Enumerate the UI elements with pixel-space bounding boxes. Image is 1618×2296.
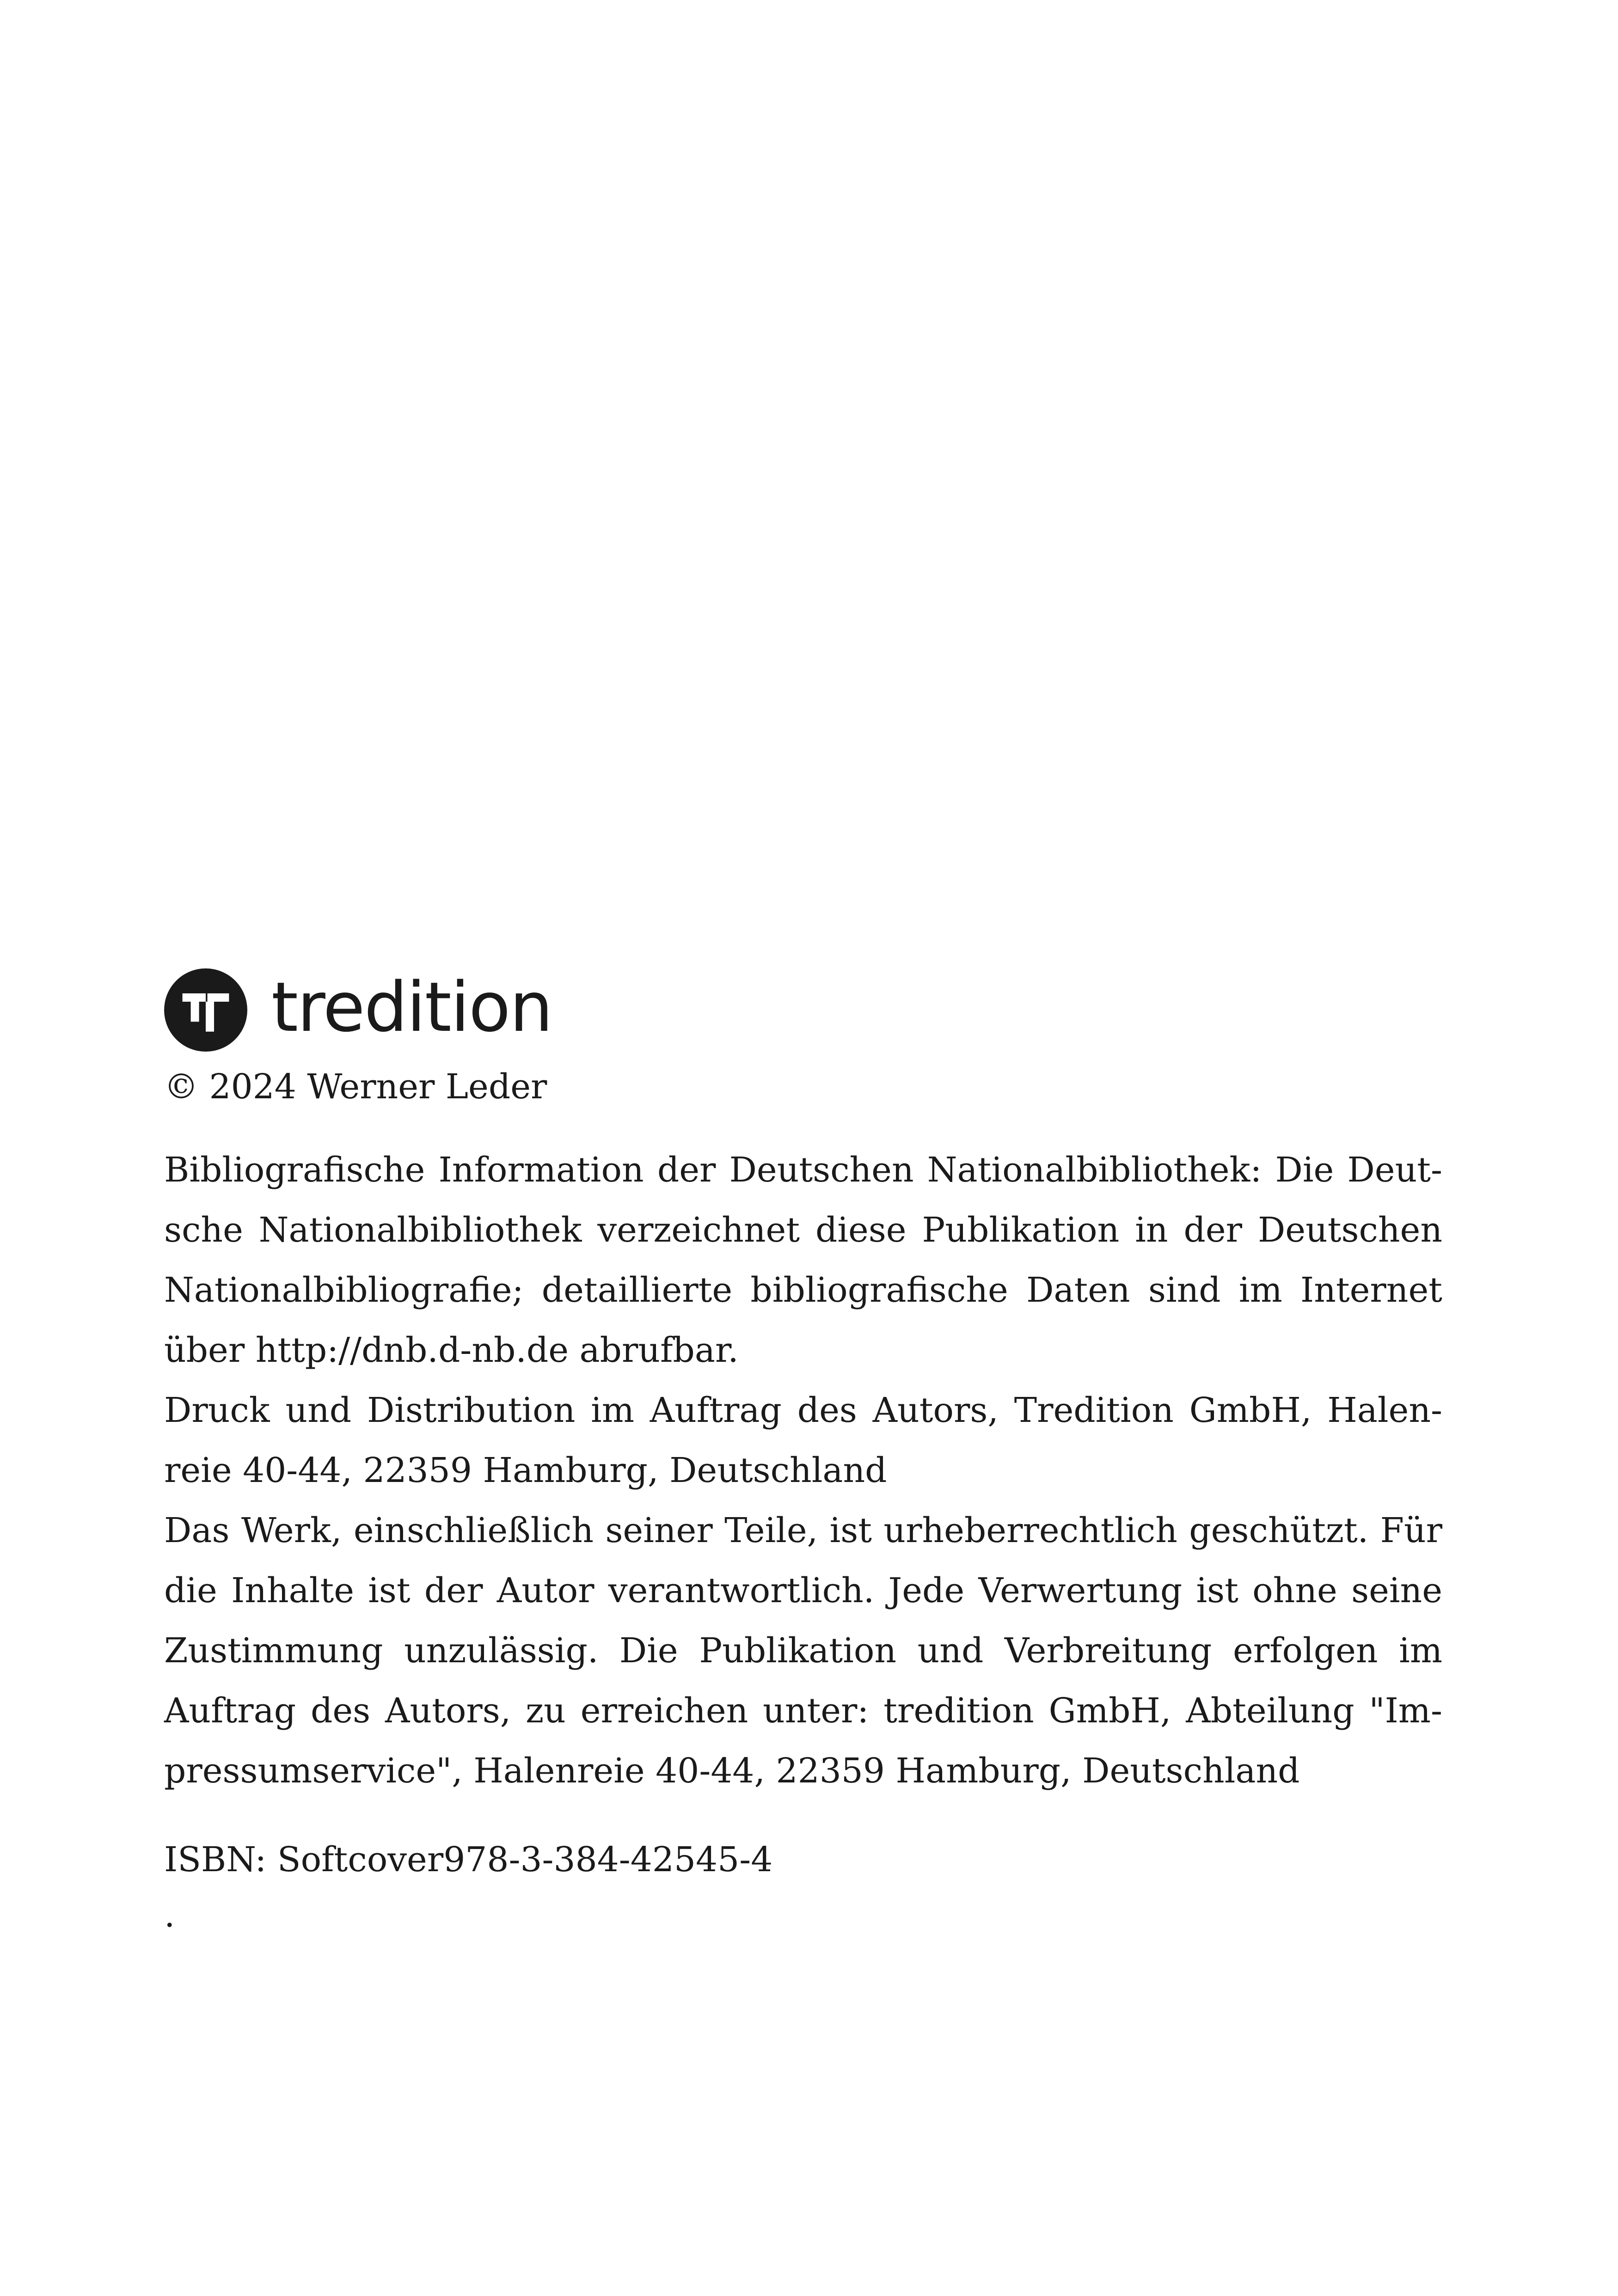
tredition-logo-icon <box>164 968 247 1052</box>
isbn-line: ISBN: Softcover978-3-384-42545-4 <box>164 1840 773 1880</box>
imprint-body <box>164 1140 1442 1801</box>
publisher-logo <box>164 966 1442 1054</box>
bibliographic-info-paragraph: Bibliografische Information der Deutschen Nationalbibliothek: Die Deutsche Nationalbibliothek verzeichnet diese Publikation in der Deutschen Nationalbibliografie; detaillierte bibliografische Daten sind im Internet über http://dnb.d-nb.de abrufbar. <box>164 1150 1442 1370</box>
copyright-line: © 2024 Werner Leder <box>164 1067 547 1107</box>
logo-wordmark: tredition <box>271 967 552 1047</box>
trailing-mark: . <box>164 1895 175 1935</box>
copyright-notice-paragraph: Das Werk, einschließlich seiner Teile, ist urheberrechtlich geschützt. Für die Inhalte ist der Autor verantwortlich. Jede Verwertung ist ohne seine Zustimmung unzulässig. Die Publikation und Verbreitung erfolgen im Auftrag des Autors, zu erreichen unter: tredition GmbH, Abteilung "Impressumservice", Halenreie 40-44, 22359 Hamburg, Deutschland <box>164 1511 1442 1791</box>
print-distribution-paragraph: Druck und Distribution im Auftrag des Autors, Tredition GmbH, Halenreie 40-44, 22359 Hamburg, Deutschland <box>164 1390 1442 1490</box>
imprint-block <box>164 966 1442 1941</box>
